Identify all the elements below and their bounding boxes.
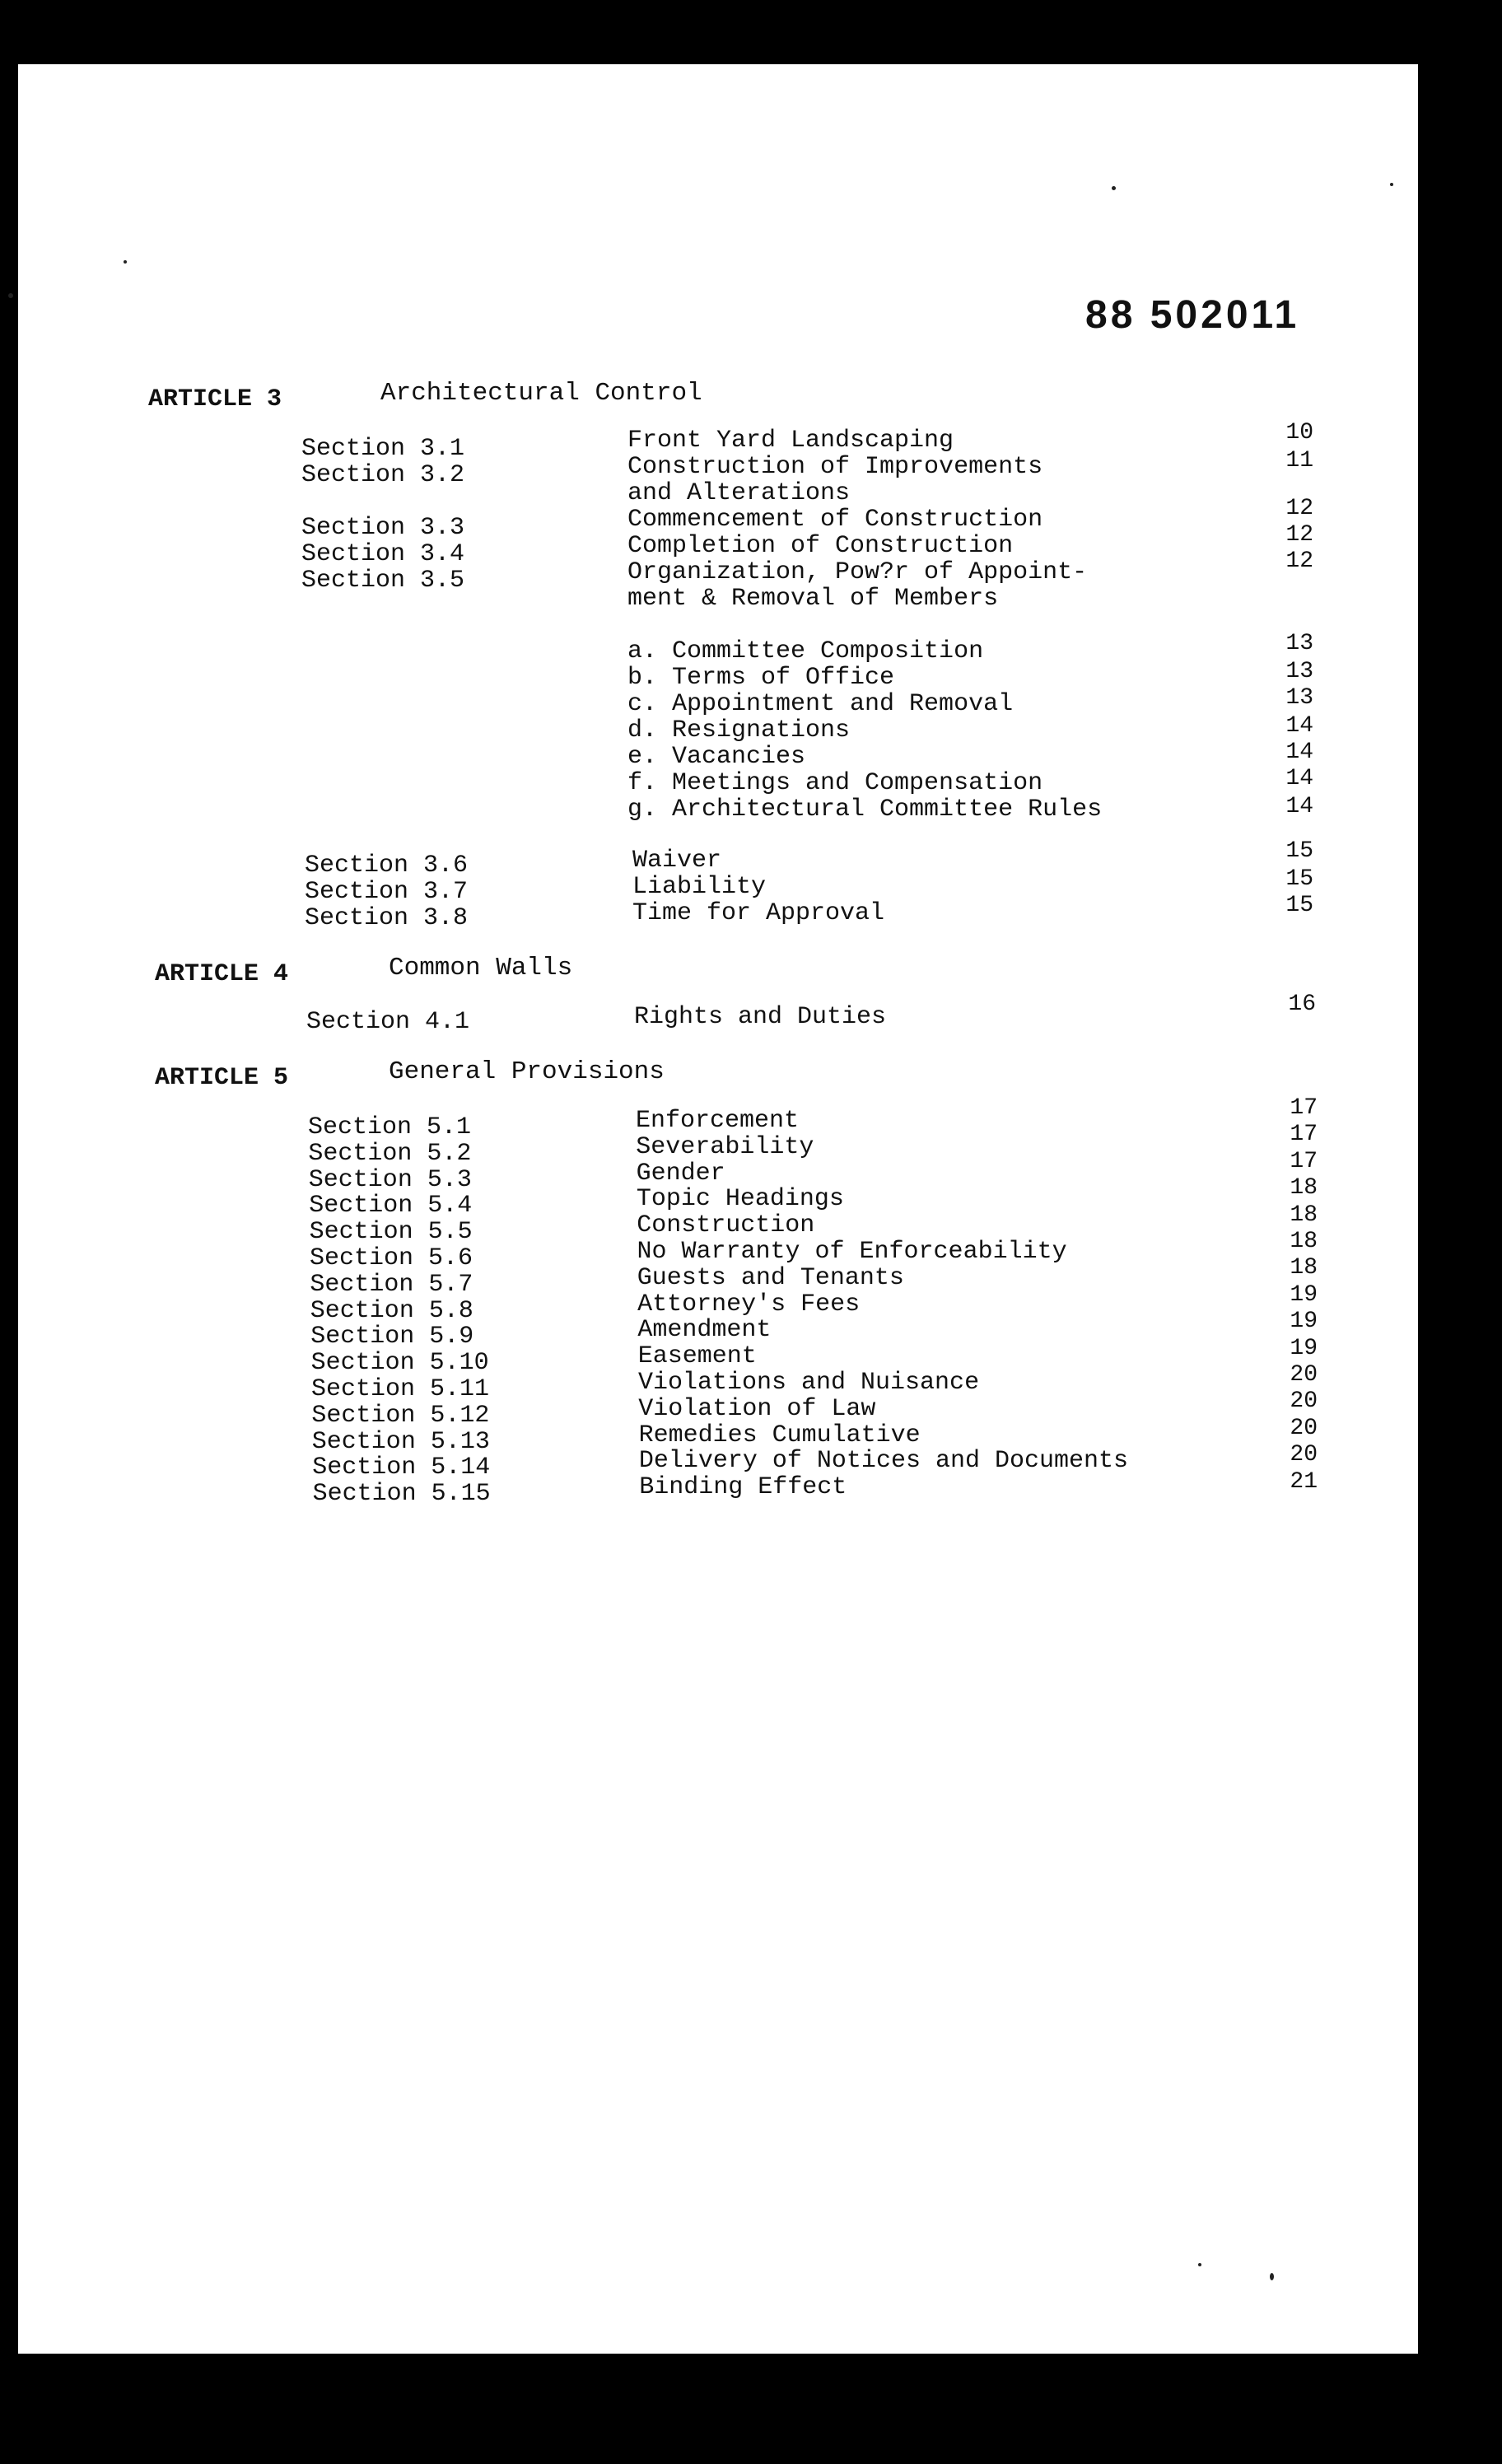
section-title: Topic Headings <box>636 1185 844 1213</box>
section-title: Guests and Tenants <box>637 1264 904 1292</box>
section-title-continued: and Alterations <box>627 479 851 507</box>
section-number: Section 5.4 <box>309 1192 473 1220</box>
page-number: 15 <box>1285 866 1313 892</box>
section-title-continued: ment & Removal of Members <box>627 585 999 613</box>
article-label: ARTICLE 3 <box>148 385 282 413</box>
page-number: 11 <box>1285 448 1313 474</box>
section-title: Amendment <box>637 1316 772 1344</box>
section-number: Section 5.3 <box>308 1166 472 1194</box>
section-number: Section 3.2 <box>301 461 465 489</box>
subitem-title: b. Terms of Office <box>627 664 895 692</box>
section-number: Section 3.3 <box>301 514 465 542</box>
article-title: Architectural Control <box>380 379 702 408</box>
subitem-title: f. Meetings and Compensation <box>627 769 1043 797</box>
page-number: 14 <box>1285 713 1313 739</box>
page-number: 12 <box>1285 496 1313 521</box>
section-title: Attorney's Fees <box>637 1290 861 1318</box>
section-title: Remedies Cumulative <box>638 1421 921 1449</box>
section-number: Section 5.8 <box>310 1297 473 1325</box>
page-number: 17 <box>1290 1122 1318 1147</box>
section-number: Section 5.14 <box>312 1454 491 1482</box>
page-number: 12 <box>1285 522 1313 548</box>
page-number: 13 <box>1285 685 1313 711</box>
section-title: Liability <box>632 873 767 901</box>
page-number: 14 <box>1285 794 1313 819</box>
section-number: Section 5.9 <box>310 1323 474 1351</box>
section-number: Section 5.13 <box>311 1428 490 1456</box>
section-number: Section 3.1 <box>301 435 465 463</box>
subitem-title: d. Resignations <box>627 716 851 744</box>
article-label: ARTICLE 5 <box>155 1064 289 1092</box>
scan-speck <box>1390 183 1393 186</box>
page-number: 16 <box>1288 992 1316 1017</box>
bottom-left-black-block <box>0 2354 338 2464</box>
section-title: Binding Effect <box>639 1473 847 1501</box>
section-number: Section 3.5 <box>301 567 465 595</box>
page-number: 20 <box>1290 1362 1318 1388</box>
section-number: Section 3.7 <box>305 878 469 906</box>
page-number: 12 <box>1285 548 1313 574</box>
section-title: Violations and Nuisance <box>638 1369 980 1397</box>
scan-speck <box>1198 2263 1201 2266</box>
page-number: 15 <box>1285 838 1313 864</box>
article-title: General Provisions <box>389 1057 665 1086</box>
section-number: Section 3.8 <box>305 904 469 932</box>
scan-speck <box>1270 2273 1274 2280</box>
page-number: 15 <box>1285 893 1313 918</box>
section-title: Delivery of Notices and Documents <box>638 1447 1128 1475</box>
page-number: 20 <box>1290 1388 1318 1414</box>
section-title: Waiver <box>632 847 722 875</box>
section-number: Section 5.11 <box>311 1375 490 1403</box>
article-title: Common Walls <box>389 954 573 982</box>
section-title: Commencement of Construction <box>627 506 1043 534</box>
section-title: Construction of Improvements <box>627 453 1043 481</box>
page-number: 19 <box>1290 1336 1318 1361</box>
section-title: Severability <box>636 1133 814 1161</box>
page-number: 20 <box>1290 1442 1318 1468</box>
page-number: 14 <box>1285 740 1313 765</box>
page-number: 13 <box>1285 631 1313 656</box>
page-number: 18 <box>1290 1202 1318 1228</box>
section-title: Time for Approval <box>632 899 885 927</box>
section-title: No Warranty of Enforceability <box>637 1238 1067 1266</box>
section-title: Front Yard Landscaping <box>627 427 954 455</box>
section-number: Section 3.4 <box>301 540 465 568</box>
section-number: Section 5.15 <box>312 1480 491 1508</box>
page-number: 18 <box>1290 1255 1318 1281</box>
page-number: 18 <box>1290 1175 1318 1201</box>
subitem-title: e. Vacancies <box>627 743 806 771</box>
section-number: Section 5.7 <box>310 1271 473 1299</box>
section-number: Section 5.5 <box>309 1218 473 1246</box>
section-number: Section 5.1 <box>308 1113 472 1141</box>
section-title: Organization, Pow?r of Appoint- <box>627 558 1088 586</box>
scan-speck <box>8 293 13 298</box>
subitem-title: g. Architectural Committee Rules <box>627 796 1103 824</box>
page-number: 19 <box>1290 1309 1318 1334</box>
scan-speck <box>1112 186 1116 190</box>
scan-speck <box>124 260 127 264</box>
subitem-title: c. Appointment and Removal <box>627 690 1014 718</box>
document-number: 88 502011 <box>1085 293 1300 337</box>
page-number: 10 <box>1285 420 1313 446</box>
section-title: Violation of Law <box>638 1395 876 1423</box>
page-number: 14 <box>1285 766 1313 791</box>
section-number: Section 3.6 <box>305 852 469 880</box>
section-title: Construction <box>637 1211 815 1239</box>
page-number: 17 <box>1290 1149 1318 1174</box>
section-title: Gender <box>636 1160 725 1188</box>
page-number: 17 <box>1290 1095 1318 1121</box>
page-number: 18 <box>1290 1229 1318 1254</box>
page-number: 19 <box>1290 1282 1318 1308</box>
section-title: Rights and Duties <box>634 1003 887 1031</box>
subitem-title: a. Committee Composition <box>627 637 984 665</box>
left-black-bar <box>0 66 15 206</box>
page-number: 13 <box>1285 659 1313 684</box>
section-number: Section 4.1 <box>306 1008 470 1036</box>
section-number: Section 5.10 <box>310 1349 489 1377</box>
page-number: 21 <box>1290 1469 1318 1495</box>
section-number: Section 5.6 <box>310 1244 473 1272</box>
article-label: ARTICLE 4 <box>155 960 289 988</box>
section-title: Enforcement <box>636 1107 800 1135</box>
section-title: Easement <box>637 1342 757 1370</box>
section-number: Section 5.12 <box>311 1402 490 1430</box>
section-title: Completion of Construction <box>627 532 1014 560</box>
section-number: Section 5.2 <box>308 1140 472 1168</box>
page-number: 20 <box>1290 1416 1318 1441</box>
